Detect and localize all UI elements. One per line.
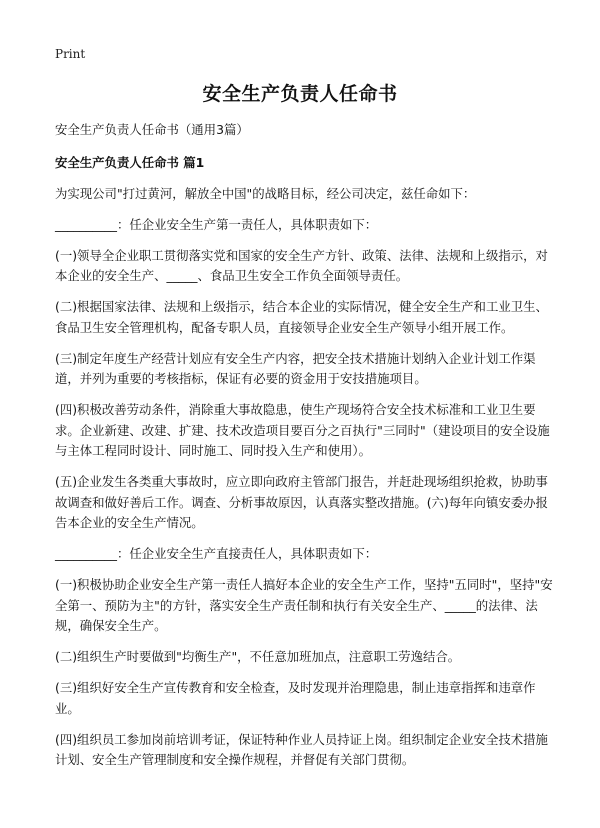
role-2-item: (一)积极协助企业安全生产第一责任人搞好本企业的安全生产工作，坚持"五同时"，坚持"安全第一、预防为主"的方针，落实安全生产责任制和执行有关安全生产、_____的法律、法规，确保安全生产。 bbox=[55, 577, 553, 633]
role-1-item: (一)领导全企业职工贯彻落实党和国家的安全生产方针、政策、法律、法规和上级指示，对本企业的安全生产、_____、食品卫生安全工作负全面领导责任。 bbox=[55, 247, 548, 283]
document-title: 安全生产负责人任命书 bbox=[202, 83, 398, 105]
intro-paragraph: 为实现公司"打过黄河，解放全中国"的战略目标，经公司决定，兹任命如下： bbox=[55, 185, 476, 201]
role-1-item: (二)根据国家法律、法规和上级指示，结合本企业的实际情况，健全安全生产和工业卫生、食品卫生安全管理机构，配备专职人员，直接领导企业安全生产领导小组开展工作。 bbox=[55, 299, 548, 335]
document-subtitle: 安全生产负责人任命书（通用3篇） bbox=[55, 122, 249, 137]
role-2-item: (四)组织员工参加岗前培训考证，保证特种作业人员持证上岗。组织制定企业安全技术措施计划、安全生产管理制度和安全操作规程，并督促有关部门贯彻。 bbox=[55, 731, 548, 767]
section-heading: 安全生产负责人任命书 篇1 bbox=[55, 154, 205, 170]
role-2-paragraph: __________：任企业安全生产直接责任人，具体职责如下： bbox=[55, 546, 378, 561]
role-1-item: (五)企业发生各类重大事故时，应立即向政府主管部门报告，并赶赴现场组织抢救，协助事故调查和做好善后工作。调查、分析事故原因，认真落实整改措施。(六)每年向镇安委办报告本企业的安全生产情况。 bbox=[55, 474, 548, 530]
role-2-item: (二)组织生产时要做到"均衡生产"，不任意加班加点，注意职工劳逸结合。 bbox=[55, 649, 461, 664]
print-link[interactable]: Print bbox=[55, 47, 86, 61]
document-body bbox=[55, 120, 555, 781]
role-1-item: (四)积极改善劳动条件，消除重大事故隐患，使生产现场符合安全技术标准和工业卫生要求。企业新建、改建、扩建、技术改造项目要百分之百执行"三同时"（建设项目的安全设施与主体工程同时设计、同时施工、同时投入生产和使用）。 bbox=[55, 402, 550, 458]
role-1-item: (三)制定年度生产经营计划应有安全生产内容，把安全技术措施计划纳入企业计划工作渠道，并列为重要的考核指标，保证有必要的资金用于安技措施项目。 bbox=[55, 350, 536, 386]
role-1-paragraph: __________：任企业安全生产第一责任人，具体职责如下： bbox=[55, 216, 378, 232]
role-2-item: (三)组织好安全生产宣传教育和安全检查，及时发现并治理隐患，制止违章指挥和违章作业。 bbox=[55, 680, 536, 716]
